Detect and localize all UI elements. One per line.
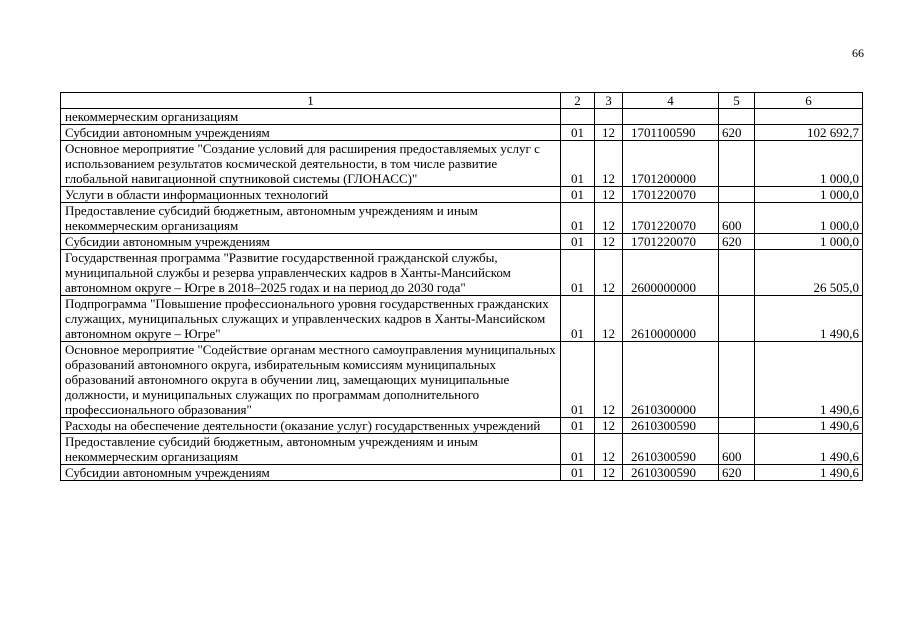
section-code-cell: 01 — [561, 465, 595, 481]
subsection-code-cell: 12 — [595, 465, 623, 481]
amount-cell: 1 000,0 — [755, 203, 863, 234]
table-row — [61, 465, 863, 481]
amount-cell: 1 490,6 — [755, 434, 863, 465]
target-article-cell: 1701220070 — [623, 203, 719, 234]
column-header-6: 6 — [755, 93, 863, 109]
table-row — [61, 187, 863, 203]
description-cell: Основное мероприятие "Содействие органам местного самоуправления муниципальных образований автономного округа, избирательным комиссиям муниципальных образований автономного округа в обучении лиц, замещающих муниципальные должности, и муниципальных служащих по программам дополнительного профессионального образования" — [61, 342, 561, 418]
amount-cell: 1 490,6 — [755, 465, 863, 481]
column-header-3: 3 — [595, 93, 623, 109]
description-cell: Услуги в области информационных технологий — [61, 187, 561, 203]
section-code-cell: 01 — [561, 250, 595, 296]
table-row — [61, 141, 863, 187]
subsection-code-cell — [595, 109, 623, 125]
expense-type-cell — [719, 109, 755, 125]
description-cell: Предоставление субсидий бюджетным, автономным учреждениям и иным некоммерческим организациям — [61, 434, 561, 465]
expense-type-cell — [719, 141, 755, 187]
section-code-cell: 01 — [561, 418, 595, 434]
expense-type-cell: 600 — [719, 203, 755, 234]
target-article-cell: 2600000000 — [623, 250, 719, 296]
table-row — [61, 342, 863, 418]
amount-cell: 26 505,0 — [755, 250, 863, 296]
table-row — [61, 234, 863, 250]
column-header-5: 5 — [719, 93, 755, 109]
subsection-code-cell: 12 — [595, 141, 623, 187]
subsection-code-cell: 12 — [595, 434, 623, 465]
table-body — [61, 109, 863, 481]
section-code-cell: 01 — [561, 234, 595, 250]
amount-cell: 1 000,0 — [755, 234, 863, 250]
table-header-row — [61, 93, 863, 109]
table-row — [61, 125, 863, 141]
expense-type-cell — [719, 418, 755, 434]
target-article-cell: 2610000000 — [623, 296, 719, 342]
target-article-cell: 2610300000 — [623, 342, 719, 418]
target-article-cell — [623, 109, 719, 125]
section-code-cell: 01 — [561, 187, 595, 203]
amount-cell: 1 490,6 — [755, 342, 863, 418]
description-cell: Государственная программа "Развитие государственной гражданской службы, муниципальной службы и резерва управленческих кадров в Ханты-Мансийском автономном округе – Югре в 2018–2025 годах и на период до 2030 года" — [61, 250, 561, 296]
description-cell: некоммерческим организациям — [61, 109, 561, 125]
expense-type-cell — [719, 187, 755, 203]
expense-type-cell — [719, 250, 755, 296]
page-number: 66 — [852, 46, 864, 60]
budget-table — [60, 92, 863, 481]
section-code-cell: 01 — [561, 296, 595, 342]
target-article-cell: 1701220070 — [623, 187, 719, 203]
expense-type-cell: 620 — [719, 125, 755, 141]
subsection-code-cell: 12 — [595, 296, 623, 342]
expense-type-cell: 620 — [719, 465, 755, 481]
target-article-cell: 2610300590 — [623, 434, 719, 465]
column-header-4: 4 — [623, 93, 719, 109]
subsection-code-cell: 12 — [595, 250, 623, 296]
table-row — [61, 418, 863, 434]
description-cell: Субсидии автономным учреждениям — [61, 234, 561, 250]
amount-cell: 1 490,6 — [755, 296, 863, 342]
subsection-code-cell: 12 — [595, 203, 623, 234]
expense-type-cell: 600 — [719, 434, 755, 465]
section-code-cell: 01 — [561, 203, 595, 234]
table-row — [61, 434, 863, 465]
amount-cell — [755, 109, 863, 125]
description-cell: Предоставление субсидий бюджетным, автономным учреждениям и иным некоммерческим организациям — [61, 203, 561, 234]
table-row — [61, 296, 863, 342]
target-article-cell: 2610300590 — [623, 465, 719, 481]
section-code-cell: 01 — [561, 434, 595, 465]
amount-cell: 1 000,0 — [755, 187, 863, 203]
description-cell: Основное мероприятие "Создание условий для расширения предоставляемых услуг с использованием результатов космической деятельности, в том числе развитие глобальной навигационной спутниковой системы (ГЛОНАСС)" — [61, 141, 561, 187]
section-code-cell: 01 — [561, 125, 595, 141]
target-article-cell: 2610300590 — [623, 418, 719, 434]
amount-cell: 1 490,6 — [755, 418, 863, 434]
table-row — [61, 203, 863, 234]
expense-type-cell — [719, 342, 755, 418]
expense-type-cell: 620 — [719, 234, 755, 250]
section-code-cell: 01 — [561, 141, 595, 187]
subsection-code-cell: 12 — [595, 342, 623, 418]
target-article-cell: 1701200000 — [623, 141, 719, 187]
description-cell: Расходы на обеспечение деятельности (оказание услуг) государственных учреждений — [61, 418, 561, 434]
target-article-cell: 1701100590 — [623, 125, 719, 141]
table-row — [61, 250, 863, 296]
amount-cell: 1 000,0 — [755, 141, 863, 187]
section-code-cell: 01 — [561, 342, 595, 418]
description-cell: Субсидии автономным учреждениям — [61, 125, 561, 141]
subsection-code-cell: 12 — [595, 187, 623, 203]
amount-cell: 102 692,7 — [755, 125, 863, 141]
subsection-code-cell: 12 — [595, 418, 623, 434]
description-cell: Подпрограмма "Повышение профессионального уровня государственных гражданских служащих, муниципальных служащих и управленческих кадров в Ханты-Мансийском автономном округе – Югре" — [61, 296, 561, 342]
subsection-code-cell: 12 — [595, 125, 623, 141]
subsection-code-cell: 12 — [595, 234, 623, 250]
expense-type-cell — [719, 296, 755, 342]
table-row — [61, 109, 863, 125]
target-article-cell: 1701220070 — [623, 234, 719, 250]
column-header-1: 1 — [61, 93, 561, 109]
section-code-cell — [561, 109, 595, 125]
column-header-2: 2 — [561, 93, 595, 109]
description-cell: Субсидии автономным учреждениям — [61, 465, 561, 481]
